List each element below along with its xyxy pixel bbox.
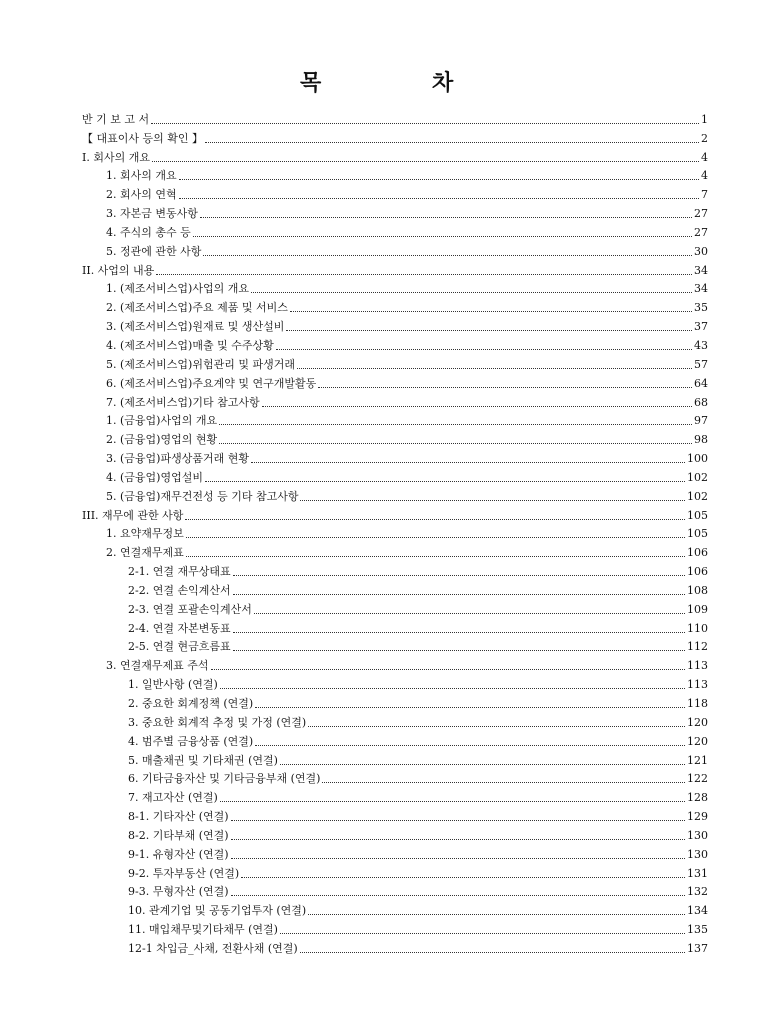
toc-entry-label: 3. 중요한 회계적 추정 및 가정 (연결) bbox=[128, 715, 307, 729]
dot-leader bbox=[251, 291, 692, 293]
toc-entry-page-number: 105 bbox=[687, 527, 708, 541]
toc-entry[interactable] bbox=[82, 749, 708, 768]
toc-entry[interactable] bbox=[82, 296, 708, 315]
dot-leader bbox=[262, 405, 692, 407]
toc-entry-label: 3. (제조서비스업)원재료 및 생산설비 bbox=[106, 320, 285, 334]
toc-entry-label: 2-5. 연결 현금흐름표 bbox=[128, 640, 231, 654]
dot-leader bbox=[233, 593, 685, 595]
toc-entry-label: 8-1. 기타자산 (연결) bbox=[128, 810, 229, 824]
toc-entry-label: 2-4. 연결 자본변동표 bbox=[128, 621, 231, 635]
title-char-2: 차 bbox=[432, 71, 454, 96]
dot-leader bbox=[297, 367, 692, 369]
toc-entry-page-number: 102 bbox=[687, 470, 708, 484]
toc-entry-page-number: 109 bbox=[687, 602, 708, 616]
toc-entry[interactable] bbox=[82, 711, 708, 730]
dot-leader bbox=[251, 461, 685, 463]
toc-entry-page-number: 110 bbox=[687, 621, 708, 635]
toc-entry-label: 1. 일반사항 (연결) bbox=[128, 678, 218, 692]
toc-entry-label: 5. (제조서비스업)위험관리 및 파생거래 bbox=[106, 357, 295, 371]
dot-leader bbox=[318, 386, 692, 388]
toc-entry[interactable] bbox=[82, 862, 708, 881]
toc-entry-label: 3. 자본금 변동사항 bbox=[106, 207, 198, 221]
toc-entry-page-number: 98 bbox=[694, 433, 708, 447]
dot-leader bbox=[186, 555, 685, 557]
toc-entry[interactable] bbox=[82, 240, 708, 259]
toc-entry-label: 5. 정관에 관한 사항 bbox=[106, 244, 202, 258]
toc-entry-page-number: 34 bbox=[694, 263, 708, 277]
dot-leader bbox=[231, 819, 685, 821]
toc-entry-label: 5. 매출채권 및 기타채권 (연결) bbox=[128, 753, 278, 767]
toc-entry-page-number: 4 bbox=[701, 169, 708, 183]
dot-leader bbox=[219, 423, 692, 425]
toc-entry[interactable] bbox=[82, 673, 708, 692]
dot-leader bbox=[211, 668, 686, 670]
dot-leader bbox=[233, 649, 685, 651]
toc-entry[interactable] bbox=[82, 221, 708, 240]
title-char-1: 목 bbox=[300, 71, 322, 96]
toc-entry-page-number: 122 bbox=[687, 772, 708, 786]
toc-entry-page-number: 131 bbox=[687, 866, 708, 880]
toc-entry-label: 2. 연결재무제표 bbox=[106, 546, 184, 560]
toc-entry[interactable] bbox=[82, 824, 708, 843]
toc-entry[interactable] bbox=[82, 278, 708, 297]
toc-entry[interactable] bbox=[82, 899, 708, 918]
toc-entry[interactable] bbox=[82, 391, 708, 410]
toc-entry-page-number: 112 bbox=[687, 640, 708, 654]
dot-leader bbox=[205, 141, 699, 143]
toc-entry-page-number: 7 bbox=[701, 188, 708, 202]
toc-entry-page-number: 35 bbox=[694, 301, 708, 315]
toc-entry[interactable] bbox=[82, 447, 708, 466]
toc-entry-page-number: 121 bbox=[687, 753, 708, 767]
dot-leader bbox=[241, 876, 685, 878]
toc-entry-page-number: 137 bbox=[687, 941, 708, 955]
dot-leader bbox=[300, 951, 685, 953]
toc-entry[interactable] bbox=[82, 410, 708, 429]
toc-entry-label: II. 사업의 내용 bbox=[82, 263, 155, 277]
toc-entry-label: 2. (금융업)영업의 현황 bbox=[106, 433, 218, 447]
toc-entry-page-number: 135 bbox=[687, 923, 708, 937]
dot-leader bbox=[220, 800, 685, 802]
toc-entry-page-number: 118 bbox=[687, 697, 708, 710]
toc-entry-label: 2. (제조서비스업)주요 제품 및 서비스 bbox=[106, 301, 288, 315]
toc-entry-label: 2. 회사의 연혁 bbox=[106, 188, 177, 202]
toc-entry[interactable] bbox=[82, 108, 708, 127]
toc-entry-label: I. 회사의 개요 bbox=[82, 150, 150, 164]
dot-leader bbox=[231, 838, 685, 840]
toc-entry[interactable] bbox=[82, 918, 708, 937]
toc-entry-label: 1. (제조서비스업)사업의 개요 bbox=[106, 282, 249, 296]
toc-entry-page-number: 30 bbox=[694, 244, 708, 258]
toc-entry[interactable] bbox=[82, 560, 708, 579]
toc-entry[interactable] bbox=[82, 881, 708, 900]
toc-entry[interactable] bbox=[82, 428, 708, 447]
toc-entry-label: 3. (금융업)파생상품거래 현황 bbox=[106, 452, 249, 466]
dot-leader bbox=[322, 781, 685, 783]
toc-entry-page-number: 102 bbox=[687, 489, 708, 503]
toc-entry-page-number: 34 bbox=[694, 282, 708, 296]
dot-leader bbox=[219, 442, 692, 444]
toc-entry[interactable] bbox=[82, 692, 708, 711]
toc-entry-label: 1. 회사의 개요 bbox=[106, 169, 177, 183]
toc-entry-page-number: 2 bbox=[701, 131, 708, 145]
toc-entry-page-number: 134 bbox=[687, 904, 708, 918]
toc-entry-page-number: 64 bbox=[694, 376, 708, 390]
toc-entry-label: 6. 기타금융자산 및 기타금융부채 (연결) bbox=[128, 772, 321, 786]
toc-entry[interactable] bbox=[82, 127, 708, 146]
toc-entry[interactable] bbox=[82, 523, 708, 542]
toc-entry[interactable] bbox=[82, 598, 708, 617]
toc-entry-label: 7. 재고자산 (연결) bbox=[128, 791, 218, 805]
toc-entry-label: 4. 주식의 총수 등 bbox=[106, 225, 191, 239]
dot-leader bbox=[200, 216, 692, 218]
toc-entry[interactable] bbox=[82, 202, 708, 221]
toc-entry-label: 반 기 보 고 서 bbox=[82, 112, 150, 126]
dot-leader bbox=[255, 744, 685, 746]
toc-entry-label: 3. 연결재무제표 주석 bbox=[106, 659, 209, 673]
toc-entry-page-number: 97 bbox=[694, 414, 708, 428]
toc-entry-label: 7. (제조서비스업)기타 참고사항 bbox=[106, 395, 260, 409]
toc-entry[interactable] bbox=[82, 654, 708, 673]
toc-entry-page-number: 128 bbox=[687, 791, 708, 805]
toc-entry[interactable] bbox=[82, 617, 708, 636]
dot-leader bbox=[276, 348, 692, 350]
dot-leader bbox=[255, 706, 685, 708]
toc-entry[interactable] bbox=[82, 504, 708, 523]
toc-entry-label: 9-2. 투자부동산 (연결) bbox=[128, 866, 240, 880]
toc-entry-page-number: 57 bbox=[694, 357, 708, 371]
toc-entry-label: 11. 매입채무및기타채무 (연결) bbox=[128, 923, 278, 937]
dot-leader bbox=[300, 499, 685, 501]
dot-leader bbox=[179, 178, 699, 180]
dot-leader bbox=[220, 687, 685, 689]
dot-leader bbox=[156, 273, 692, 275]
toc-entry-label: 9-3. 무형자산 (연결) bbox=[128, 885, 229, 899]
toc-entry-page-number: 27 bbox=[694, 207, 708, 221]
dot-leader bbox=[205, 480, 685, 482]
toc-entry[interactable] bbox=[82, 843, 708, 862]
toc-entry[interactable] bbox=[82, 334, 708, 353]
toc-entry-page-number: 129 bbox=[687, 810, 708, 824]
toc-entry-label: 1. 요약재무정보 bbox=[106, 527, 184, 541]
toc-entry-label: 12-1 차입금_사채, 전환사채 (연결) bbox=[128, 941, 298, 955]
toc-entry-page-number: 120 bbox=[687, 734, 708, 748]
toc-entry[interactable] bbox=[82, 541, 708, 560]
toc-entry[interactable] bbox=[82, 165, 708, 184]
table-of-contents bbox=[82, 108, 708, 956]
toc-entry-label: 8-2. 기타부채 (연결) bbox=[128, 828, 229, 842]
toc-entry-page-number: 100 bbox=[687, 452, 708, 466]
toc-entry-page-number: 106 bbox=[687, 565, 708, 579]
dot-leader bbox=[290, 310, 692, 312]
dot-leader bbox=[231, 857, 685, 859]
dot-leader bbox=[233, 631, 685, 633]
toc-entry-page-number: 43 bbox=[694, 338, 708, 352]
toc-entry-label: 4. (제조서비스업)매출 및 수주상황 bbox=[106, 338, 274, 352]
toc-entry[interactable] bbox=[82, 146, 708, 165]
dot-leader bbox=[308, 725, 685, 727]
toc-entry-label: III. 재무에 관한 사항 bbox=[82, 508, 184, 522]
toc-entry[interactable] bbox=[82, 768, 708, 787]
toc-entry-label: 5. (금융업)재무건전성 등 기타 참고사항 bbox=[106, 489, 299, 503]
dot-leader bbox=[203, 254, 692, 256]
toc-entry-page-number: 120 bbox=[687, 715, 708, 729]
toc-entry-page-number: 130 bbox=[687, 828, 708, 842]
toc-entry-label: 【 대표이사 등의 확인 】 bbox=[82, 131, 203, 145]
toc-entry-page-number: 106 bbox=[687, 546, 708, 560]
toc-entry-page-number: 130 bbox=[687, 847, 708, 861]
toc-entry-label: 2-1. 연결 재무상태표 bbox=[128, 565, 231, 579]
toc-entry[interactable] bbox=[82, 372, 708, 391]
dot-leader bbox=[231, 894, 685, 896]
dot-leader bbox=[286, 329, 692, 331]
toc-entry[interactable] bbox=[82, 183, 708, 202]
toc-entry-page-number: 113 bbox=[687, 678, 708, 692]
dot-leader bbox=[193, 235, 692, 237]
toc-entry-label: 4. (금융업)영업설비 bbox=[106, 470, 203, 484]
toc-entry[interactable] bbox=[82, 353, 708, 372]
dot-leader bbox=[185, 518, 685, 520]
toc-entry[interactable] bbox=[82, 786, 708, 805]
toc-entry[interactable] bbox=[82, 730, 708, 749]
toc-entry-label: 10. 관계기업 및 공동기업투자 (연결) bbox=[128, 904, 307, 918]
toc-entry-label: 2-3. 연결 포괄손익계산서 bbox=[128, 602, 252, 616]
toc-entry-page-number: 4 bbox=[701, 150, 708, 164]
toc-entry[interactable] bbox=[82, 466, 708, 485]
toc-entry[interactable] bbox=[82, 805, 708, 824]
toc-entry-label: 2-2. 연결 손익계산서 bbox=[128, 583, 231, 597]
dot-leader bbox=[254, 612, 685, 614]
dot-leader bbox=[280, 932, 685, 934]
toc-entry-page-number: 1 bbox=[701, 112, 708, 126]
toc-entry[interactable] bbox=[82, 636, 708, 655]
dot-leader bbox=[280, 763, 685, 765]
toc-entry-page-number: 105 bbox=[687, 508, 708, 522]
dot-leader bbox=[186, 536, 685, 538]
toc-entry-label: 9-1. 유형자산 (연결) bbox=[128, 847, 229, 861]
dot-leader bbox=[233, 574, 685, 576]
page-title bbox=[0, 66, 768, 100]
toc-entry-page-number: 132 bbox=[687, 885, 708, 899]
toc-entry[interactable] bbox=[82, 937, 708, 956]
toc-entry-page-number: 37 bbox=[694, 320, 708, 334]
toc-entry[interactable] bbox=[82, 259, 708, 278]
toc-entry-page-number: 113 bbox=[687, 659, 708, 673]
toc-entry[interactable] bbox=[82, 579, 708, 598]
toc-entry-label: 2. 중요한 회계정책 (연결) bbox=[128, 697, 254, 710]
toc-entry-page-number: 108 bbox=[687, 583, 708, 597]
toc-entry-page-number: 68 bbox=[694, 395, 708, 409]
toc-entry-label: 4. 범주별 금융상품 (연결) bbox=[128, 734, 254, 748]
dot-leader bbox=[151, 122, 699, 124]
toc-entry-label: 1. (금융업)사업의 개요 bbox=[106, 414, 218, 428]
dot-leader bbox=[152, 160, 699, 162]
dot-leader bbox=[308, 913, 685, 915]
toc-entry-label: 6. (제조서비스업)주요계약 및 연구개발활동 bbox=[106, 376, 317, 390]
toc-entry[interactable] bbox=[82, 315, 708, 334]
toc-entry-page-number: 27 bbox=[694, 225, 708, 239]
toc-entry[interactable] bbox=[82, 485, 708, 504]
dot-leader bbox=[179, 197, 699, 199]
